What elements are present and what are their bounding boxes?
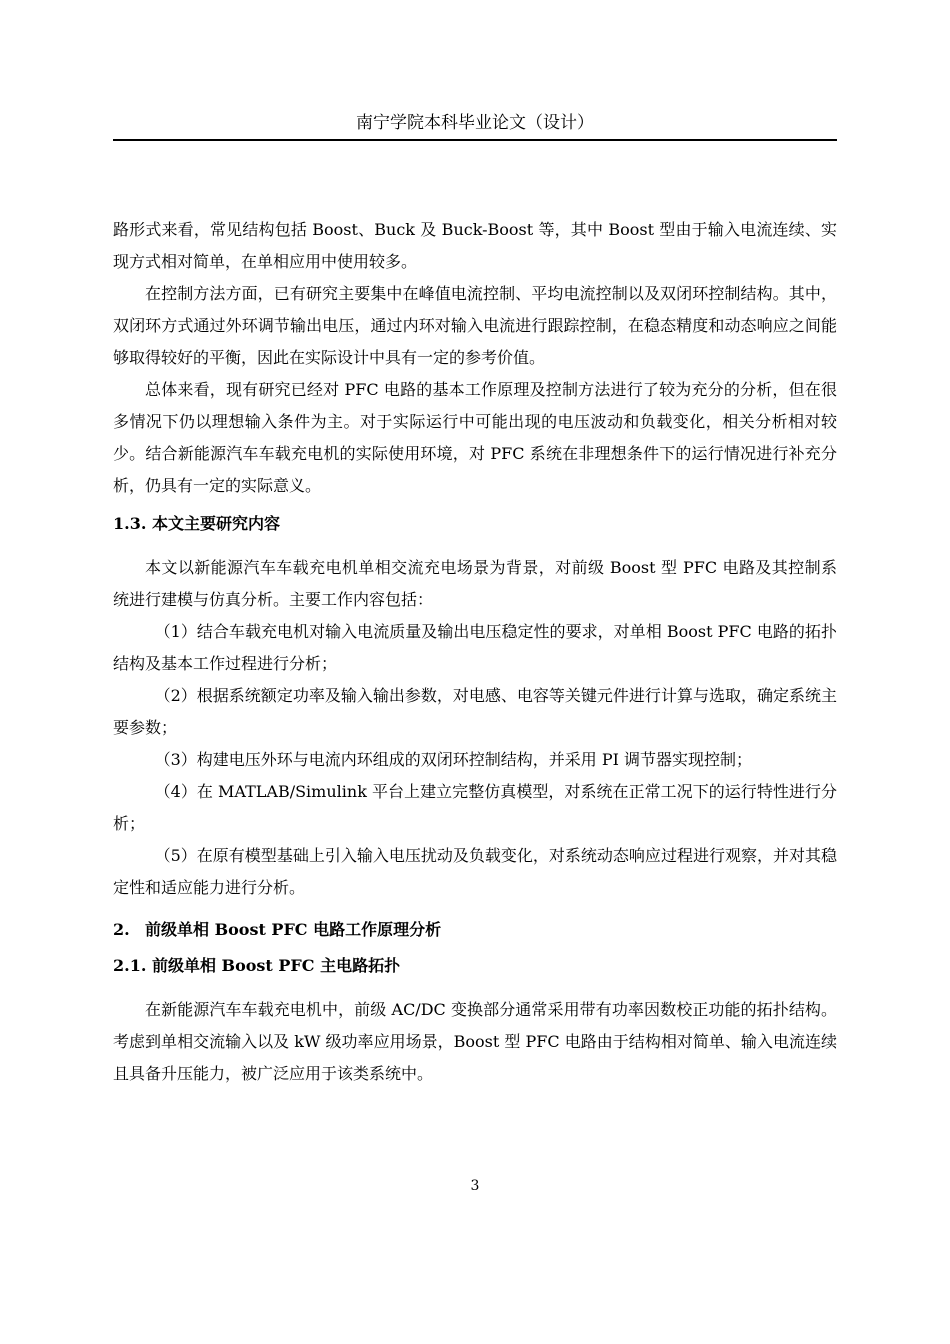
page-body — [113, 214, 837, 1090]
chapter-number: 2. — [113, 920, 130, 939]
chapter-heading-2 — [113, 918, 837, 942]
paragraph-topology: 在新能源汽车车载充电机中，前级 AC/DC 变换部分通常采用带有功率因数校正功能的拓扑结构。考虑到单相交流输入以及 kW 级功率应用场景，Boost 型 PFC 电路由于结构相对简单、输入电流连续且具备升压能力，被广泛应用于该类系统中。 — [113, 1000, 837, 1083]
paragraph-continued: 路形式来看，常见结构包括 Boost、Buck 及 Buck-Boost 等，其中 Boost 型由于输入电流连续、实现方式相对简单，在单相应用中使用较多。 — [113, 220, 837, 271]
running-header: 南宁学院本科毕业论文（设计） — [356, 113, 594, 133]
paragraph-control-methods: 在控制方法方面，已有研究主要集中在峰值电流控制、平均电流控制以及双闭环控制结构。其中，双闭环方式通过外环调节输出电压，通过内环对输入电流进行跟踪控制，在稳态精度和动态响应之间能够取得较好的平衡，因此在实际设计中具有一定的参考价值。 — [113, 284, 837, 367]
research-item-3: （3）构建电压外环与电流内环组成的双闭环控制结构，并采用 PI 调节器实现控制； — [154, 750, 753, 769]
header-rule — [113, 139, 837, 141]
paragraph-summary: 总体来看，现有研究已经对 PFC 电路的基本工作原理及控制方法进行了较为充分的分析，但在很多情况下仍以理想输入条件为主。对于实际运行中可能出现的电压波动和负载变化，相关分析相对较少。结合新能源汽车车载充电机的实际使用环境，对 PFC 系统在非理想条件下的运行情况进行补充分析，仍具有一定的实际意义。 — [113, 380, 837, 495]
research-item-4: （4）在 MATLAB/Simulink 平台上建立完整仿真模型，对系统在正常工况下的运行特性进行分析； — [113, 782, 837, 833]
section-heading-2-1: 2.1. 前级单相 Boost PFC 主电路拓扑 — [113, 956, 401, 975]
research-item-5: （5）在原有模型基础上引入输入电压扰动及负载变化，对系统动态响应过程进行观察，并对其稳定性和适应能力进行分析。 — [113, 846, 837, 897]
research-item-1: （1）结合车载充电机对输入电流质量及输出电压稳定性的要求，对单相 Boost PFC 电路的拓扑结构及基本工作过程进行分析； — [113, 622, 837, 673]
section-heading-1-3: 1.3. 本文主要研究内容 — [113, 514, 280, 533]
chapter-title: 前级单相 Boost PFC 电路工作原理分析 — [145, 920, 442, 939]
research-item-2: （2）根据系统额定功率及输入输出参数，对电感、电容等关键元件进行计算与选取，确定系统主要参数； — [113, 686, 837, 737]
page-number: 3 — [470, 1178, 480, 1194]
paragraph-research-intro: 本文以新能源汽车车载充电机单相交流充电场景为背景，对前级 Boost 型 PFC 电路及其控制系统进行建模与仿真分析。主要工作内容包括： — [113, 558, 837, 609]
